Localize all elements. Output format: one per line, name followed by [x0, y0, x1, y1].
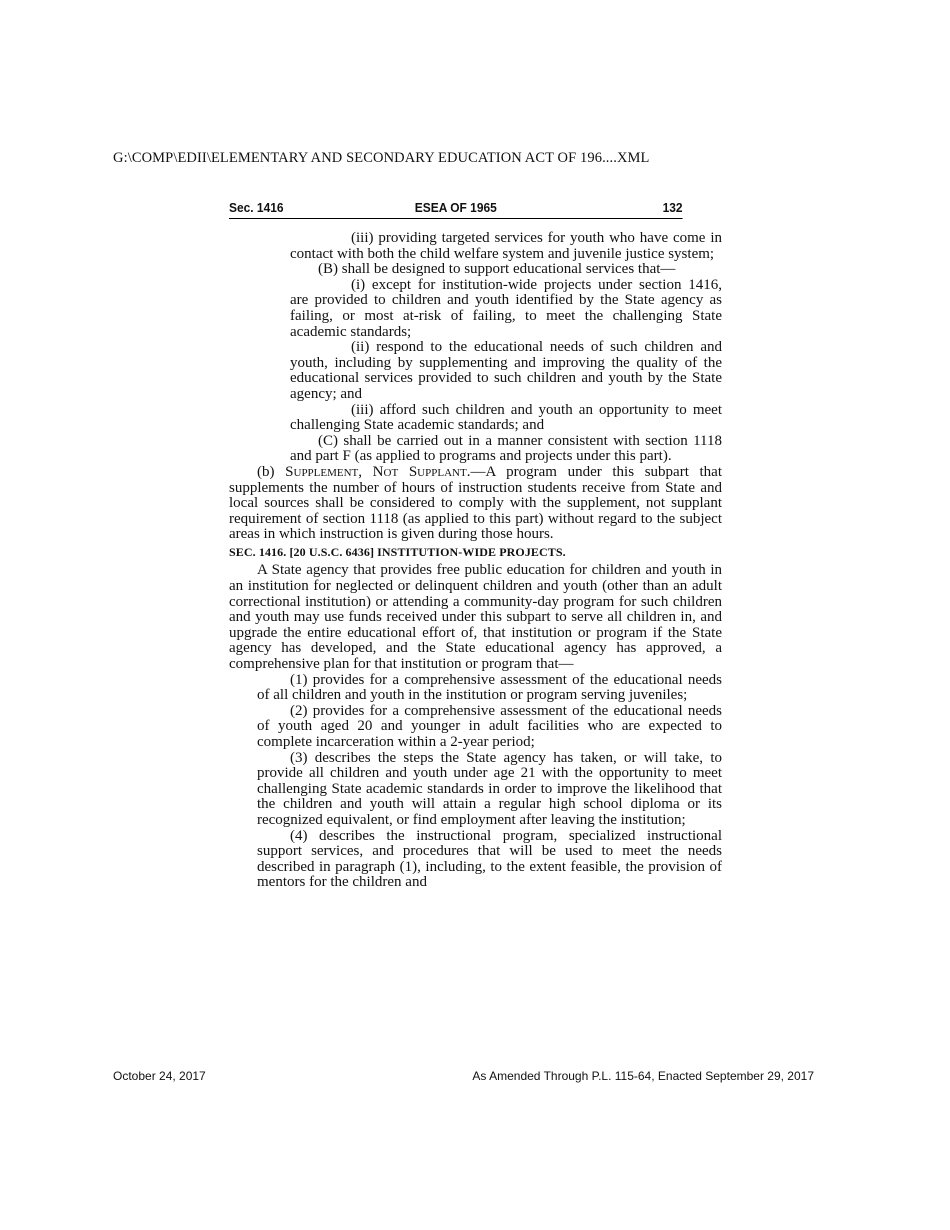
paragraph-2-assessment: (2) provides for a comprehensive assessment of the educational needs of youth aged 20 and younger in adult facilities who are expected to complete incarceration within a 2-year period;: [257, 702, 722, 750]
running-head: [229, 198, 683, 219]
paragraph-ii-educational-needs: (ii) respond to the educational needs of such children and youth, including by supplementing and improving the quality of the educational services provided to such children and youth by the State agency; and: [290, 339, 722, 402]
act-title: ESEA OF 1965: [414, 200, 497, 215]
subsection-text: .—A program under this subpart that supplements the number of hours of instruction students receive from State and local sources shall be considered to comply with the supplement, not supplant requirement of section 1118 (as applied to this part) without regard to the subject areas in which instruction is given during those hours.: [229, 463, 723, 543]
paragraph-1-assessment: (1) provides for a comprehensive assessment of the educational needs of all children and youth in the institution or program serving juveniles;: [257, 671, 722, 704]
subsection-heading: Supplement, Not Supplant: [285, 463, 467, 480]
section-heading: SEC. 1416. [20 U.S.C. 6436] INSTITUTION-WIDE PROJECTS.: [229, 544, 566, 559]
paragraph-b-supplement: [229, 465, 722, 543]
file-path: G:\COMP\EDII\ELEMENTARY AND SECONDARY EDUCATION ACT OF 196....XML: [113, 150, 650, 166]
paragraph-4-instructional: (4) describes the instructional program, specialized instructional support services, and procedures that will be used to meet the needs described in paragraph (1), including, to the extent feasible, the provision of mentors for the children and: [257, 827, 722, 891]
paragraph-iii-targeted-services: (iii) providing targeted services for youth who have come in contact with both the child welfare system and juvenile justice system;: [290, 230, 722, 262]
paragraph-iii-opportunity: (iii) afford such children and youth an opportunity to meet challenging State academic standards; and: [290, 401, 722, 434]
paragraph-3-steps: (3) describes the steps the State agency has taken, or will take, to provide all children and youth under age 21 with the opportunity to meet challenging State academic standards in order to improve the likelihood that the children and youth will attain a regular high school diploma or its recognized equivalent, or find employment after leaving the institution;: [257, 749, 722, 828]
paragraph-c-consistency: (C) shall be carried out in a manner consistent with section 1118 and part F (as applied to programs and projects under this part).: [290, 432, 722, 465]
paragraph-b-educational-services: (B) shall be designed to support educational services that—: [318, 261, 676, 278]
subsection-label: (b): [257, 463, 286, 480]
document-body: [229, 231, 722, 891]
footer-date: October 24, 2017: [113, 1069, 206, 1083]
paragraph-i-at-risk: (i) except for institution-wide projects under section 1416, are provided to children and youth identified by the State agency as failing, or most at-risk of failing, to meet the challenging State academic standards;: [290, 276, 722, 340]
paragraph-state-agency: A State agency that provides free public education for children and youth in an institution for neglected or delinquent children and youth (other than an adult correctional institution) or attending a community-day program for such children and youth may use funds received under this subpart to serve all children in, and upgrade the entire educational effort of, that institution or program if the State agency has developed, and the State educational agency has approved, a comprehensive plan for that institution or program that—: [229, 562, 722, 673]
footer-amended: As Amended Through P.L. 115-64, Enacted September 29, 2017: [472, 1069, 814, 1083]
page-number: 132: [662, 200, 683, 215]
section-number: Sec. 1416: [229, 200, 284, 215]
